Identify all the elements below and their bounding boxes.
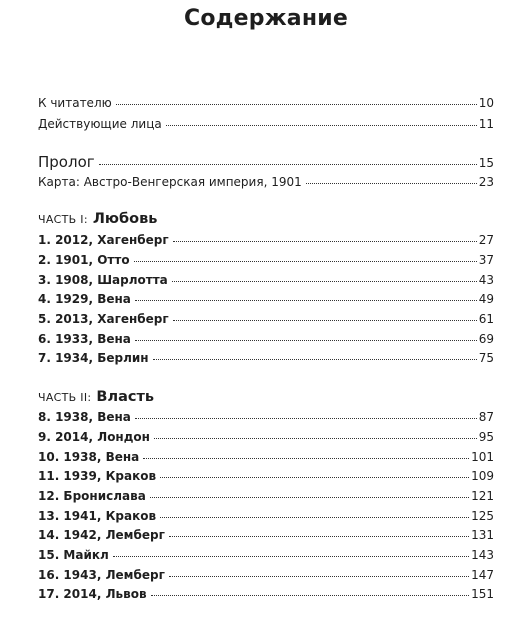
- toc-chapter-4: [38, 292, 494, 306]
- dot-leader: [99, 164, 477, 165]
- toc-chapter-14: [38, 528, 494, 542]
- toc-entry-page: 11: [478, 117, 494, 131]
- dot-leader: [134, 261, 477, 262]
- toc-entry-page: 109: [471, 469, 494, 483]
- toc-entry-label: 6. 1933, Вена: [38, 332, 131, 346]
- dot-leader: [173, 320, 477, 321]
- toc-entry-label: 14. 1942, Лемберг: [38, 528, 165, 542]
- toc-entry-label: 12. Бронислава: [38, 489, 146, 503]
- page-title: Содержание: [184, 6, 348, 31]
- toc-chapter-6: [38, 332, 494, 346]
- toc-chapter-11: [38, 469, 494, 483]
- dot-leader: [160, 517, 469, 518]
- toc-entry-page: 95: [478, 430, 494, 444]
- toc-entry-label: Действующие лица: [38, 117, 162, 131]
- toc-chapter-3: [38, 273, 494, 287]
- toc-entry-label: 3. 1908, Шарлотта: [38, 273, 168, 287]
- toc-entry-label: 9. 2014, Лондон: [38, 430, 150, 444]
- toc-chapter-17: [38, 587, 494, 601]
- toc-entry-label: 2. 1901, Отто: [38, 253, 130, 267]
- toc-chapter-15: [38, 548, 494, 562]
- dot-leader: [143, 458, 469, 459]
- toc-entry-label: 8. 1938, Вена: [38, 410, 131, 424]
- toc-entry-label: 17. 2014, Львов: [38, 587, 147, 601]
- toc-entry-page: 15: [478, 156, 494, 170]
- toc-chapter-1: [38, 233, 494, 247]
- toc-entry-label: 13. 1941, Краков: [38, 509, 157, 523]
- toc-entry-page: 147: [471, 568, 494, 582]
- toc-entry-page: 69: [478, 332, 494, 346]
- dot-leader: [169, 576, 469, 577]
- toc-chapter-12: [38, 489, 494, 503]
- toc-entry-map: [38, 175, 494, 189]
- dot-leader: [160, 477, 469, 478]
- toc-entry-page: 87: [478, 410, 494, 424]
- part-label: ЧАСТЬ I:: [38, 213, 88, 226]
- dot-leader: [135, 300, 477, 301]
- toc-entry-label: 5. 2013, Хагенберг: [38, 312, 169, 326]
- toc-entry-label: 10. 1938, Вена: [38, 450, 140, 464]
- dot-leader: [135, 418, 477, 419]
- toc-entry-page: 121: [471, 489, 494, 503]
- toc-chapter-7: [38, 351, 494, 365]
- toc-entry-page: 151: [471, 587, 494, 601]
- toc-entry-label: 4. 1929, Вена: [38, 292, 131, 306]
- toc-entry-label: 15. Майкл: [38, 548, 109, 562]
- toc-entry-page: 101: [471, 450, 494, 464]
- toc-entry-page: 75: [478, 351, 494, 365]
- toc-chapter-2: [38, 253, 494, 267]
- toc-entry-characters: [38, 117, 494, 131]
- dot-leader: [154, 438, 477, 439]
- dot-leader: [169, 536, 469, 537]
- toc-entry-page: 125: [471, 509, 494, 523]
- dot-leader: [116, 104, 477, 105]
- dot-leader: [113, 556, 469, 557]
- toc-chapter-10: [38, 450, 494, 464]
- toc-entry-page: 23: [478, 175, 494, 189]
- dot-leader: [173, 241, 477, 242]
- dot-leader: [166, 125, 477, 126]
- toc-entry-label: 16. 1943, Лемберг: [38, 568, 165, 582]
- toc-entry-label: К читателю: [38, 96, 112, 110]
- dot-leader: [151, 595, 470, 596]
- part-heading-2: [38, 389, 154, 405]
- dot-leader: [306, 183, 477, 184]
- toc-entry-page: 143: [471, 548, 494, 562]
- part-heading-1: [38, 211, 157, 227]
- toc-entry-to-reader: [38, 96, 494, 110]
- toc-entry-page: 131: [471, 528, 494, 542]
- toc-entry-page: 27: [478, 233, 494, 247]
- toc-chapter-9: [38, 430, 494, 444]
- toc-entry-page: 49: [478, 292, 494, 306]
- toc-entry-label: Карта: Австро-Венгерская империя, 1901: [38, 175, 302, 189]
- toc-entry-label: Пролог: [38, 153, 95, 171]
- toc-chapter-8: [38, 410, 494, 424]
- part-name: Любовь: [92, 211, 158, 227]
- toc-entry-page: 43: [478, 273, 494, 287]
- dot-leader: [172, 281, 477, 282]
- toc-entry-label: 11. 1939, Краков: [38, 469, 157, 483]
- dot-leader: [150, 497, 469, 498]
- dot-leader: [153, 359, 477, 360]
- toc-entry-page: 10: [478, 96, 494, 110]
- toc-entry-page: 61: [478, 312, 494, 326]
- toc-entry-prologue: [38, 153, 494, 171]
- toc-chapter-5: [38, 312, 494, 326]
- toc-entry-label: 1. 2012, Хагенберг: [38, 233, 169, 247]
- toc-chapter-13: [38, 509, 494, 523]
- toc-entry-page: 37: [478, 253, 494, 267]
- toc-chapter-16: [38, 568, 494, 582]
- part-label: ЧАСТЬ II:: [38, 391, 92, 404]
- toc-entry-label: 7. 1934, Берлин: [38, 351, 149, 365]
- dot-leader: [135, 340, 477, 341]
- part-name: Власть: [96, 389, 155, 405]
